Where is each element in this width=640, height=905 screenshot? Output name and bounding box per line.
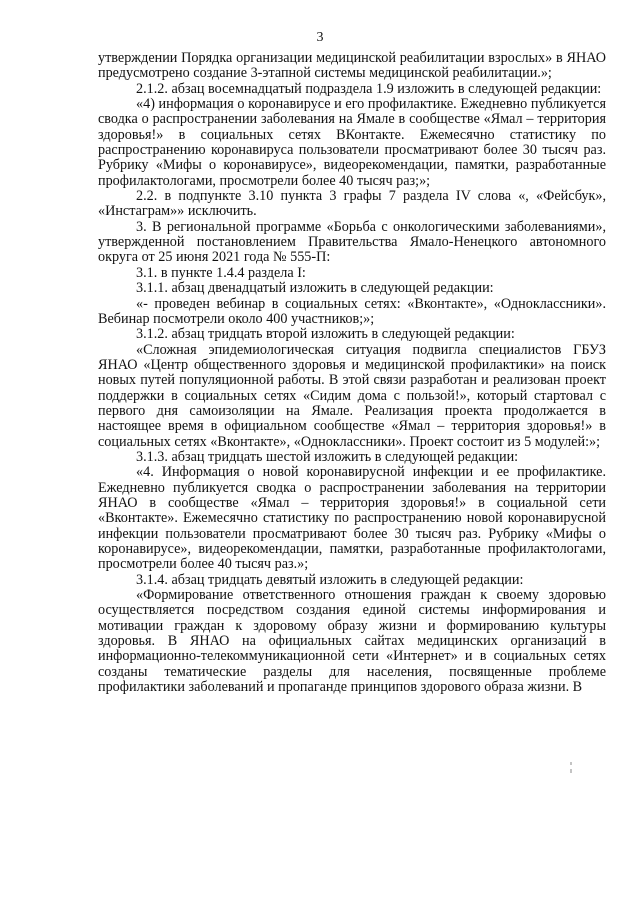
paragraph: 3. В региональной программе «Борьба с онкологическими заболеваниями», утвержденной постановлением Правительства Ямало-Ненецкого автономного округа от 25 июня 2021 года № 555-П: bbox=[98, 218, 606, 266]
paragraph: «Сложная эпидемиологическая ситуация подвигла специалистов ГБУЗ ЯНАО «Центр общественного здоровья и медицинской профилактики» на поиск новых путей популяционной работы. В этой связи разработан и реализован проект поддержки в социальных сетях «Сидим дома с пользой!», который стартовал с первого дня самоизоляции на Ямале. Реализация проекта продолжается в настоящее время в официальном сообществе «Ямал – территория здоровья!» в социальных сетях «Вконтакте», «Одноклассники». Проект состоит из 5 модулей:»; bbox=[98, 341, 606, 450]
paragraph: «- проведен вебинар в социальных сетях: «Вконтакте», «Одноклассники». Вебинар посмотрели около 400 участников;»; bbox=[98, 295, 606, 327]
page-number: 3 bbox=[316, 30, 324, 45]
paragraph: 3.1.2. абзац тридцать второй изложить в следующей редакции: bbox=[136, 326, 515, 343]
paragraph: 2.2. в подпункте 3.10 пункта 3 графы 7 раздела IV слова «, «Фейсбук», «Инстаграм»» исключить. bbox=[98, 188, 606, 220]
paragraph: 3.1.4. абзац тридцать девятый изложить в следующей редакции: bbox=[136, 571, 524, 588]
paragraph: «4) информация о коронавирусе и его профилактике. Ежедневно публикуется сводка о распространении заболевания на Ямале в сообществе «Ямал – территория здоровья!» в социальных сетях ВКонтакте. Ежемесячно статистику по распространению коронавируса пользователи просматривают более 30 тысяч раз. Рубрику «Мифы о коронавирусе», видеорекомендации, памятки, разработанные профилактологами, просмотрели более 40 тысяч раз;»; bbox=[98, 96, 606, 189]
paragraph: 3.1.3. абзац тридцать шестой изложить в следующей редакции: bbox=[136, 448, 519, 465]
paragraph: 2.1.2. абзац восемнадцатый подраздела 1.9 изложить в следующей редакции: bbox=[136, 80, 602, 97]
paragraph: 3.1. в пункте 1.4.4 раздела I: bbox=[136, 264, 306, 281]
scan-speck-icon bbox=[569, 762, 573, 774]
paragraph: утверждении Порядка организации медицинской реабилитации взрослых» в ЯНАО предусмотрено создание 3-этапной системы медицинской реабилитации.»; bbox=[98, 50, 606, 82]
scan-speck bbox=[569, 762, 573, 774]
document-body bbox=[98, 51, 606, 695]
paragraph: 3.1.1. абзац двенадцатый изложить в следующей редакции: bbox=[136, 280, 494, 297]
paragraph: «Формирование ответственного отношения граждан к своему здоровью осуществляется посредством создания единой системы информирования и мотивации граждан к здоровому образу жизни и формированию культуры здоровья. В ЯНАО на официальных сайтах медицинских организаций в информационно-телекоммуникационной сети «Интернет» и в социальных сетях созданы тематические разделы для населения, посвященные проблеме профилактики заболеваний и пропаганде принципов здорового образа жизни. В bbox=[98, 587, 606, 696]
paragraph: «4. Информация о новой коронавирусной инфекции и ее профилактике. Ежедневно публикуется сводка о распространении заболевания на территории ЯНАО в сообществе «Ямал – территория здоровья!» в социальной сети «Вконтакте». Ежемесячно статистику по распространению новой коронавирусной инфекции пользователи просматривают более 30 тысяч раз. Рубрику «Мифы о коронавирусе», видеорекомендации, памятки, разработанные профилактологами, просмотрели более 40 тысяч раз.»; bbox=[98, 464, 606, 573]
